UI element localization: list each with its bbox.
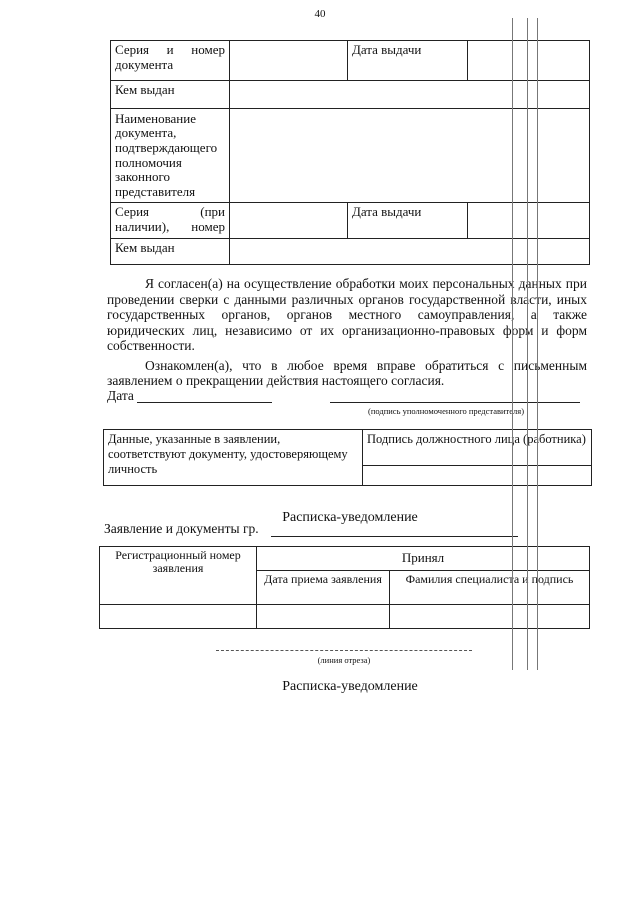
authority-document-field[interactable]: [230, 109, 590, 203]
receipt-statement-label: Заявление и документы гр.: [104, 521, 259, 536]
specialist-field[interactable]: [390, 605, 590, 629]
accept-date-header: Дата приема заявления: [257, 571, 390, 605]
accept-date-field[interactable]: [257, 605, 390, 629]
date-label: Дата: [107, 388, 134, 403]
registration-number-header: Регистрационный номер заявления: [100, 547, 257, 605]
date-field[interactable]: [137, 402, 272, 403]
scan-line: [537, 18, 538, 670]
document-details-table: [110, 40, 590, 265]
accepted-header: Принял: [257, 547, 590, 571]
official-signature-label: Подпись должностного лица (работника): [363, 430, 592, 466]
series-optional-field[interactable]: [230, 203, 348, 239]
page-number: 40: [314, 8, 326, 20]
scan-line: [512, 18, 513, 670]
authority-document-label: Наименование документа, подтверждающего полномочия законного представителя: [111, 109, 230, 203]
cut-line-label: (линия отреза): [317, 655, 371, 665]
signature-field[interactable]: [330, 402, 580, 403]
series-optional-label: Серия (при наличии), номер: [111, 203, 230, 239]
consent-paragraph-2: Ознакомлен(а), что в любое время вправе обратиться с письменным заявлением о прекращении действия настоящего согласия.: [107, 357, 587, 388]
consent-paragraph-1: Я согласен(а) на осуществление обработки моих персональных данных при проведении сверки с данными различных органов государственной власти, иных государственных органов, органов местного самоуправления, а также юридических лиц, независимо от их организационно-правовых форм и форм собственности.: [107, 276, 587, 353]
issued-by-label: Кем выдан: [111, 81, 230, 109]
verification-table: [103, 429, 592, 486]
issued-by-field-2[interactable]: [230, 239, 590, 265]
series-number-label: Серия и номер документа: [111, 41, 230, 81]
issue-date-label: Дата выдачи: [348, 41, 468, 81]
specialist-header: Фамилия специалиста и подпись: [390, 571, 590, 605]
consent-text: [107, 276, 587, 389]
verification-statement: Данные, указанные в заявлении, соответствуют документу, удостоверяющему личность: [104, 430, 363, 486]
series-number-field[interactable]: [230, 41, 348, 81]
scan-line: [527, 18, 528, 670]
cut-line: [216, 650, 472, 651]
receipt-title-2: Расписка-уведомление: [282, 679, 418, 694]
registration-number-field[interactable]: [100, 605, 257, 629]
issue-date-field[interactable]: [468, 41, 590, 81]
citizen-name-field[interactable]: [271, 536, 518, 537]
receipt-title: Расписка-уведомление: [282, 510, 418, 525]
issued-by-label-2: Кем выдан: [111, 239, 230, 265]
signature-caption: (подпись уполномоченного представителя): [368, 406, 525, 416]
issue-date-label-2: Дата выдачи: [348, 203, 468, 239]
receipt-table: [99, 546, 590, 629]
issued-by-field[interactable]: [230, 81, 590, 109]
official-signature-field[interactable]: [363, 466, 592, 486]
issue-date-field-2[interactable]: [468, 203, 590, 239]
